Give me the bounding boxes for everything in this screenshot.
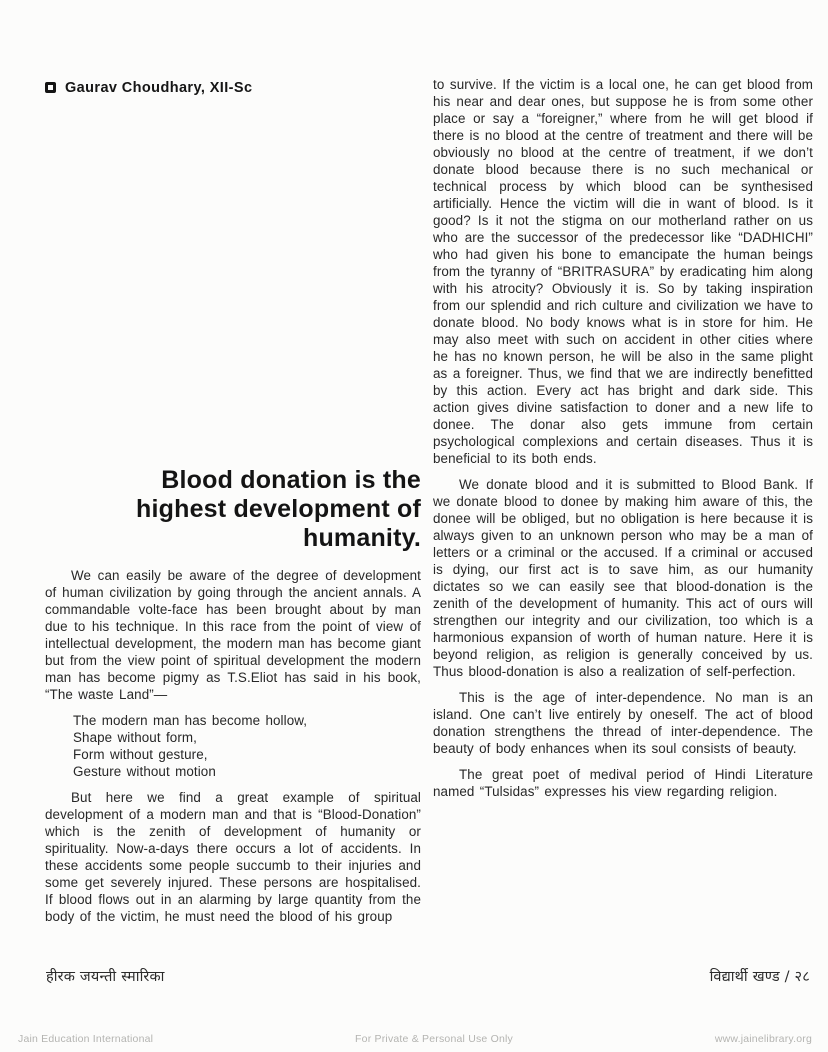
body-paragraph: We can easily be aware of the degree of development of human civilization by going through the ancient annals. A commandable volte-face has been brought about by man due to his technique. In this race from the point of view of intellectual development, the modern man has become giant but from the view point of spiritual development the modern man has become pigmy as T.S.Eliot has said in his book, “The waste Land”— bbox=[45, 568, 421, 702]
footer-copyright-left: Jain Education International bbox=[18, 1033, 154, 1045]
scan-footer bbox=[18, 1033, 812, 1045]
footer-usage-note: For Private & Personal Use Only bbox=[355, 1033, 513, 1045]
poem-line: The modern man has become hollow, bbox=[73, 713, 308, 728]
poem-line: Shape without form, bbox=[73, 730, 197, 745]
article-title bbox=[45, 466, 421, 553]
body-paragraph: The great poet of medival period of Hindi Literature named “Tulsidas” expresses his view regarding religion. bbox=[433, 767, 813, 799]
left-column-body bbox=[45, 567, 421, 925]
footer-website: www.jainelibrary.org bbox=[714, 1033, 812, 1045]
footer-section-page-number: विद्यार्थी खण्ड / २८ bbox=[709, 969, 810, 985]
poem-block bbox=[73, 712, 421, 780]
body-paragraph: We donate blood and it is submitted to Blood Bank. If we donate blood to donee by making him aware of this, the donee will be obliged, but no obligation is here because it is always given to an unknown person who may be a man of letters or a criminal or the accused. If a criminal or accused is dying, our first act is to save him, as our humanity dictates so we can easily see that blood-donation is the zenith of the development of humanity. This act of ours will strengthen our integrity and our civilization, too which is a harmonious expansion of worth of human nature. Here it is beyond religion, as religion is generally conceived by us. Thus blood-donation is also a realization of self-perfection. bbox=[433, 477, 813, 679]
byline bbox=[45, 80, 421, 96]
poem-line: Gesture without motion bbox=[73, 764, 216, 779]
left-column bbox=[45, 0, 421, 925]
title-line-2: highest development of bbox=[136, 495, 421, 523]
byline-text: Gaurav Choudhary, XII-Sc bbox=[65, 80, 253, 96]
title-line-1: Blood donation is the bbox=[161, 466, 421, 494]
article-columns bbox=[45, 0, 813, 925]
body-paragraph: But here we find a great example of spiritual development of a modern man and that is “Blood-Donation” which is the zenith of development of humanity or spirituality. Now-a-days there occurs a lot of accidents. In these accidents some people succumb to their injuries and some get severely injured. These persons are hospitalised. If blood flows out in an alarming by large quantity from the body of the victim, he must need the blood of his group bbox=[45, 790, 421, 924]
title-line-3: humanity. bbox=[302, 524, 421, 552]
footer-publication-title: हीरक जयन्ती स्मारिका bbox=[46, 969, 165, 985]
body-paragraph: This is the age of inter-dependence. No man is an island. One can’t live entirely by oneself. The act of blood donation strengthens the thread of inter-dependence. The beauty of body enhances when its soul consists of beauty. bbox=[433, 690, 813, 756]
square-bullet-icon bbox=[45, 82, 56, 93]
right-column bbox=[433, 0, 813, 925]
body-paragraph: to survive. If the victim is a local one, he can get blood from his near and dear ones, but suppose he is from some other place or say a “foreigner,” where from he will get blood if there is no blood at the centre of treatment and there will be obviously no blood at the centre of treatment, if we don’t donate blood because there is no such mechanical or technical process by which blood can be synthesised artificially. Hence the victim will die in want of blood. Is it good? Is it not the stigma on our motherland rather on us who are the successor of the predecessor like “DADHICHI” who had given his bone to emancipate the human beings from the tyranny of “BRITRASURA” by eradicating him along with his atrocity? Obviously it is. So by taking inspiration from our splendid and rich culture and civilization we have to donate blood. No body knows what is in store for him. He may also meet with such on accident in other cities where he has no known person, he will be also in the same plight as a foreigner. Thus, we find that we are indirectly benefitted by this action. Every act has bright and dark side. This action gives divine satisfaction to doner and a new life to donee. The donar also gets immune from certain psychological complexions and certain diseases. Thus it is beneficial to its both ends. bbox=[433, 77, 813, 466]
poem-line: Form without gesture, bbox=[73, 747, 208, 762]
